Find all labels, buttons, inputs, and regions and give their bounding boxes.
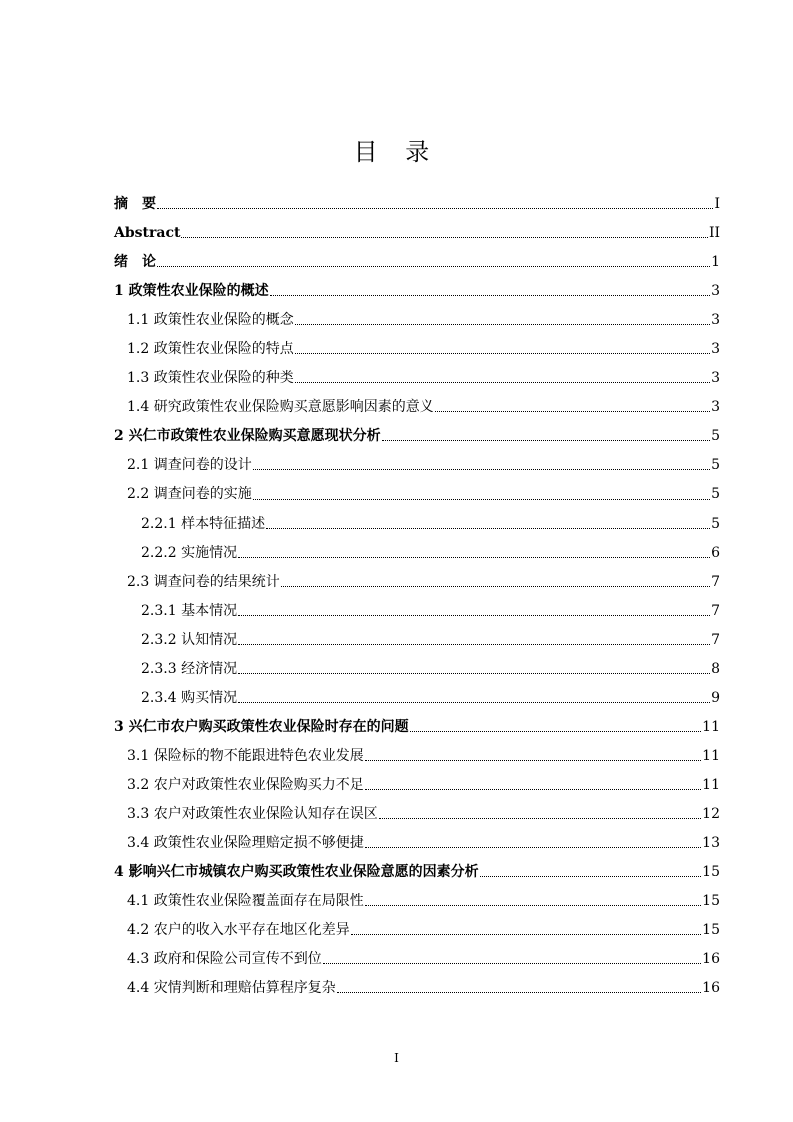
dot-leader [365,846,701,848]
toc-entry[interactable] [114,568,720,597]
toc-entry-title: 绪 论 [114,254,156,271]
toc-entry[interactable] [114,248,720,277]
toc-entry-title: 4.3 政府和保险公司宣传不到位 [127,951,322,968]
toc-entry-page: 3 [711,312,720,329]
dot-leader [323,962,701,964]
toc-entry-title: 4 影响兴仁市城镇农户购买政策性农业保险意愿的因素分析 [114,864,479,881]
toc-entry[interactable] [114,945,720,974]
toc-entry-title: 2.3.1 基本情况 [141,602,238,619]
toc-entry[interactable] [114,916,720,945]
dot-leader [379,817,701,819]
toc-entry-page: 5 [711,486,720,503]
dot-leader [181,236,707,238]
toc-entry-page: 5 [711,428,720,445]
dot-leader [238,614,710,616]
toc-entry-title: 2.2.1 样本特征描述 [141,515,266,532]
toc-entry-title: 4.4 灾情判断和理赔估算程序复杂 [127,980,336,997]
toc-entry-title: 2.3.4 购买情况 [141,689,238,706]
toc-title: 目 录 [353,138,440,166]
toc-entry[interactable] [114,306,720,335]
toc-entry-page: 12 [702,805,720,822]
toc-entry-title: 2.2 调查问卷的实施 [127,486,252,503]
toc-entry-page: 13 [702,835,720,852]
toc-entry[interactable] [114,277,720,306]
toc-entry[interactable] [114,626,720,655]
toc-entry-title: 3.3 农户对政策性农业保险认知存在误区 [127,805,378,822]
toc-entry-title: Abstract [114,225,181,242]
toc-entry-page: I [714,196,720,212]
toc-entry[interactable] [114,771,720,800]
dot-leader [295,381,710,383]
dot-leader [157,265,710,267]
dot-leader [238,672,710,674]
toc-entry[interactable] [114,655,720,684]
toc-entry-page: 5 [711,515,720,532]
toc-entry-page: 3 [711,399,720,416]
toc-entry[interactable] [114,829,720,858]
dot-leader [365,788,701,790]
toc-entry-title: 1.1 政策性农业保险的概念 [127,312,294,329]
toc-entry[interactable] [114,335,720,364]
dot-leader [480,875,702,877]
dot-leader [157,207,713,209]
toc-entry-title: 2 兴仁市政策性农业保险购买意愿现状分析 [114,428,381,445]
toc-entry-page: 11 [702,718,720,735]
toc-entry[interactable] [114,858,720,887]
dot-leader [253,498,710,500]
toc-entry-title: 2.3 调查问卷的结果统计 [127,573,280,590]
toc-entry[interactable] [114,364,720,393]
toc-entry-title: 4.1 政策性农业保险覆盖面存在局限性 [127,893,364,910]
dot-leader [382,439,710,441]
toc-entry[interactable] [114,684,720,713]
toc-entry[interactable] [114,800,720,829]
toc-entry[interactable] [114,742,720,771]
dot-leader [295,323,710,325]
toc-entry[interactable] [114,393,720,422]
dot-leader [270,294,710,296]
dot-leader [351,933,701,935]
toc-entry-title: 2.3.3 经济情况 [141,660,238,677]
toc-entry[interactable] [114,451,720,480]
toc-entry-title: 1.3 政策性农业保险的种类 [127,370,294,387]
toc-entry-title: 2.1 调查问卷的设计 [127,457,252,474]
toc-entry-title: 3.4 政策性农业保险理赔定损不够便捷 [127,835,364,852]
toc-entry-page: 3 [711,283,720,300]
toc-entry-page: 15 [702,893,720,910]
toc-entry-title: 1.2 政策性农业保险的特点 [127,341,294,358]
dot-leader [238,643,710,645]
toc-entry-title: 1.4 研究政策性农业保险购买意愿影响因素的意义 [127,399,434,416]
toc-entry-page: 6 [711,544,720,561]
toc-entry-title: 3.1 保险标的物不能跟进特色农业发展 [127,747,364,764]
toc-entry-title: 1 政策性农业保险的概述 [114,283,269,300]
dot-leader [435,410,710,412]
toc-entry-page: 3 [711,370,720,387]
toc-entry-page: 11 [702,747,720,764]
dot-leader [281,585,710,587]
toc-entry[interactable] [114,539,720,568]
dot-leader [253,468,710,470]
dot-leader [238,701,710,703]
toc-entry-page: 5 [711,457,720,474]
toc-entry-page: II [708,225,720,242]
toc-entry[interactable] [114,480,720,509]
dot-leader [410,730,702,732]
toc-entry-page: 11 [702,776,720,793]
toc-entry-title: 4.2 农户的收入水平存在地区化差异 [127,922,350,939]
toc-entry[interactable] [114,510,720,539]
dot-leader [238,556,710,558]
dot-leader [337,991,701,993]
dot-leader [365,759,701,761]
toc-entry[interactable] [114,422,720,451]
toc-entry-page: 15 [702,864,720,881]
page-number: I [394,1051,399,1065]
dot-leader [365,904,701,906]
dot-leader [266,527,710,529]
toc-entry-page: 7 [711,631,720,648]
toc-entry-page: 16 [702,980,720,997]
dot-leader [295,352,710,354]
toc-entry[interactable] [114,887,720,916]
toc-entry-title: 摘 要 [114,196,156,212]
toc-entry-title: 2.2.2 实施情况 [141,544,238,561]
toc-entry-page: 7 [711,602,720,619]
toc-entry-title: 3.2 农户对政策性农业保险购买力不足 [127,776,364,793]
toc-entry-page: 1 [711,254,720,271]
toc-entry-page: 7 [711,573,720,590]
toc-entry[interactable] [114,713,720,742]
toc-entry-page: 8 [711,660,720,677]
toc-entry-title: 3 兴仁市农户购买政策性农业保险时存在的问题 [114,718,409,735]
table-of-contents [114,190,720,1003]
toc-entry-title: 2.3.2 认知情况 [141,631,238,648]
toc-entry-page: 15 [702,922,720,939]
toc-entry[interactable] [114,597,720,626]
toc-entry[interactable] [114,190,720,219]
toc-entry-page: 3 [711,341,720,358]
toc-entry-page: 9 [711,689,720,706]
toc-entry[interactable] [114,974,720,1003]
toc-entry[interactable] [114,219,720,248]
toc-entry-page: 16 [702,951,720,968]
